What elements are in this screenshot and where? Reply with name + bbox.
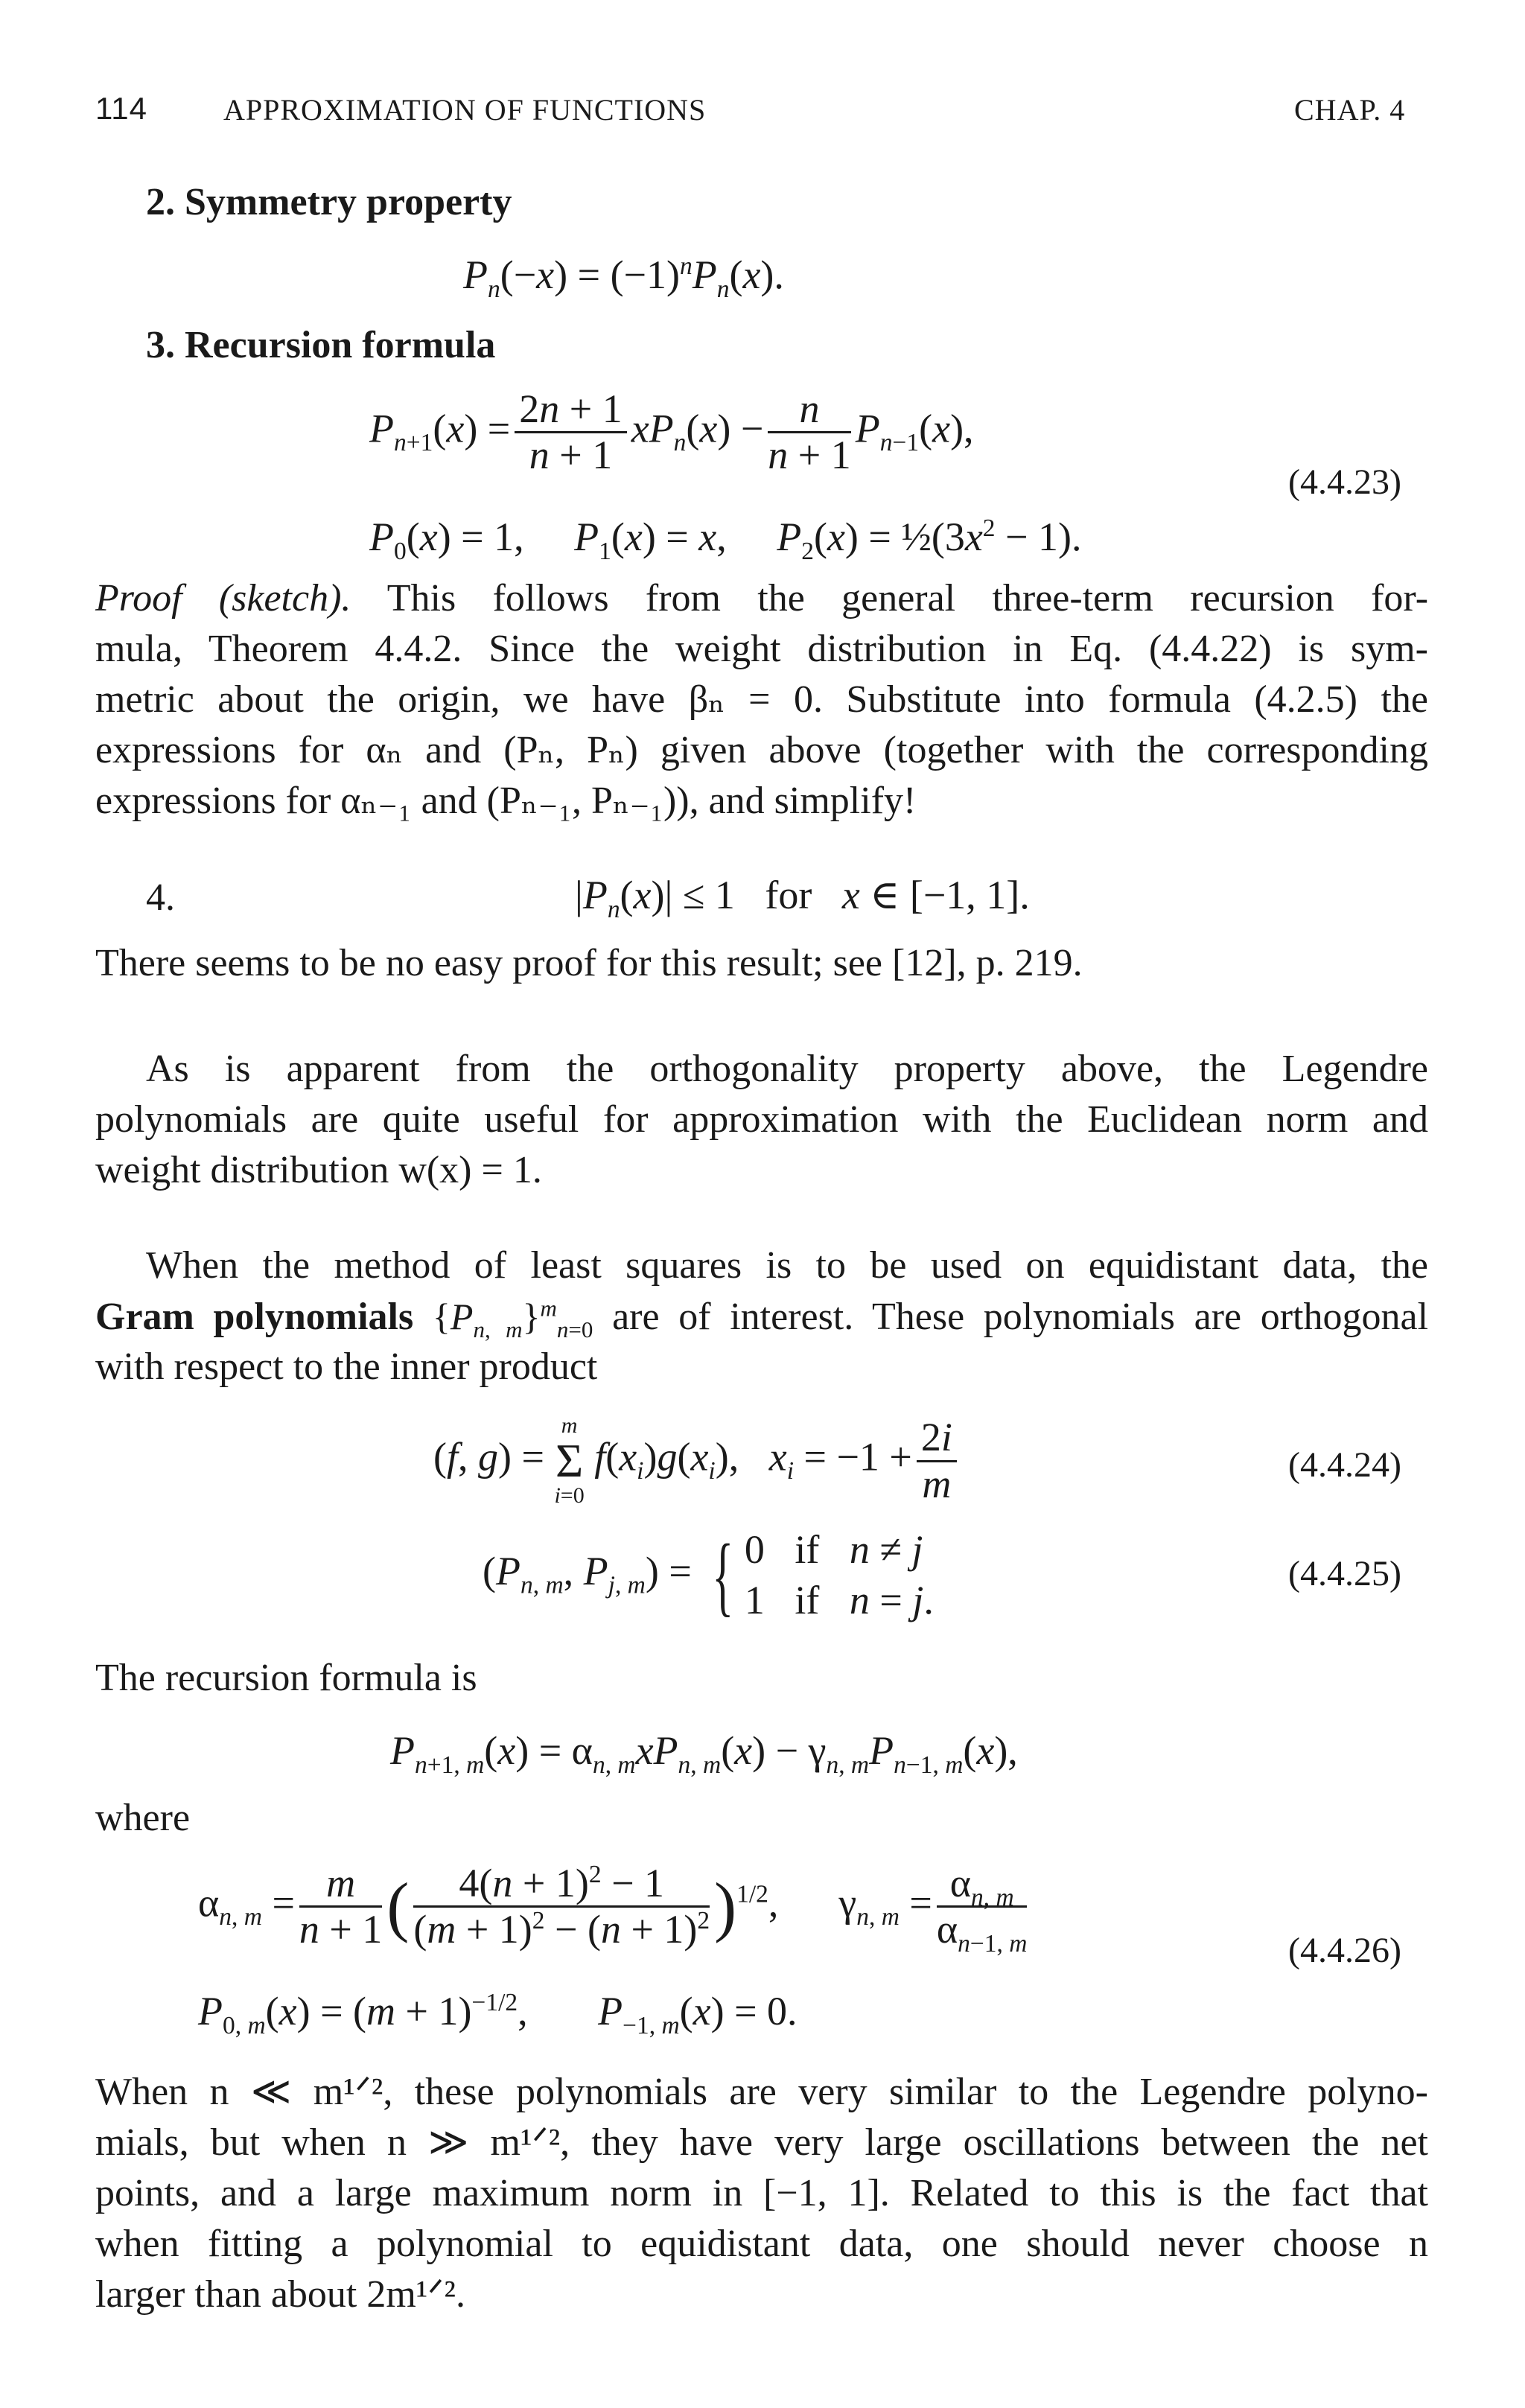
gram-coefficients-formula: $\alpha_{n, m}$ = $\frac{m}{n + 1}$ ( $\frac{4(n + 1)^2 - 1}{(m + 1)^2 - (n + 1)^2}$ )$^{1/2}$, $\gamma_{n, m}$ = $\frac{\alpha_{n, m}}{\alpha_{n-1, m}}$ xyxy=(198,1861,1028,1958)
paragraph-2-line-1: When the method of least squares is to be used on equidistant data, the xyxy=(146,1244,1428,1287)
paragraph-1-line-3: weight distribution w(x) = 1. xyxy=(95,1149,542,1191)
item4-formula: $|P_n(x)| \le 1$ for x ∈ [−1, 1]. xyxy=(575,873,1030,923)
proof-line-5: expressions for αₙ₋₁ and (Pₙ₋₁, Pₙ₋₁)), and simplify! xyxy=(95,780,917,822)
proof-line-2: mula, Theorem 4.4.2. Since the weight distribution in Eq. (4.4.22) is sym- xyxy=(95,628,1428,670)
equation-number-4-4-25: (4.4.25) xyxy=(1288,1554,1401,1593)
equation-number-4-4-23: (4.4.23) xyxy=(1288,462,1401,502)
running-title: APPROXIMATION OF FUNCTIONS xyxy=(223,93,707,127)
initial-legendre-values: $P_0(x) = 1$, $P_1(x) = x$, $P_2(x)$ = $\frac{1}{2}(3x^2 - 1)$. xyxy=(369,515,1082,565)
equation-number-4-4-24: (4.4.24) xyxy=(1288,1445,1401,1485)
paragraph-3-line-2: mials, but when n ≫ m¹ᐟ², they have very large oscillations between the net xyxy=(95,2121,1428,2164)
proof-line-1: Proof (sketch). This follows from the general three-term recursion for- xyxy=(95,577,1429,619)
proof-line-4: expressions for αₙ and (Pₙ, Pₙ) given above (together with the corresponding xyxy=(95,729,1428,771)
page-number: 114 xyxy=(95,91,147,126)
item4-number: 4. xyxy=(146,876,175,919)
recursion-formula-legendre: $P_{n+1}(x)$ = $\frac{2n + 1}{n + 1}$ $xP_n(x)$ − $\frac{n}{n + 1}$ $P_{n-1}(x)$, xyxy=(369,386,974,478)
symmetry-formula: $P_n(-x) = (-1)^nP_n(x)$. xyxy=(463,252,784,303)
where-label: where xyxy=(95,1797,191,1839)
symmetry-heading: 2. Symmetry property xyxy=(146,181,512,223)
gram-norm-formula: ($P_{n, m}$, $P_{j, m}$) = { 0 if n ≠ j 1 if n = j. xyxy=(483,1525,934,1625)
gram-recursion-formula: $P_{n+1, m}(x) = \alpha_{n, m}xP_{n, m}(x) - \gamma_{n, m}P_{n-1, m}(x)$, xyxy=(390,1728,1018,1779)
chapter-label: CHAP. 4 xyxy=(1294,93,1406,127)
equation-number-4-4-26: (4.4.26) xyxy=(1288,1931,1401,1970)
paragraph-2-line-3: with respect to the inner product xyxy=(95,1345,598,1388)
inner-product-formula: (f, g) = m Σ i=0 $f(x_i)g(x_i)$, $x_i = -1$ + $\frac{2i}{m}$ xyxy=(433,1415,961,1507)
paragraph-2-line-2: Gram polynomials $\{P_{n, m}\}^m_{n=0}$ are of interest. These polynomials are orthogonal xyxy=(95,1295,1429,1342)
paragraph-3-line-4: when fitting a polynomial to equidistant data, one should never choose n xyxy=(95,2223,1428,2265)
paragraph-1-line-1: As is apparent from the orthogonality property above, the Legendre xyxy=(146,1048,1428,1090)
paragraph-3-line-5: larger than about 2m¹ᐟ². xyxy=(95,2273,465,2316)
recursion-intro: The recursion formula is xyxy=(95,1657,477,1699)
item4-note: There seems to be no easy proof for this result; see [12], p. 219. xyxy=(95,942,1083,984)
gram-initial-values: $P_{0, m}(x) = (m + 1)^{-1/2}$, $P_{-1, m}(x) = 0$. xyxy=(198,1989,797,2039)
paragraph-1-line-2: polynomials are quite useful for approximation with the Euclidean norm and xyxy=(95,1098,1428,1141)
proof-line-3: metric about the origin, we have βₙ = 0. Substitute into formula (4.2.5) the xyxy=(95,678,1428,721)
paragraph-3-line-3: points, and a large maximum norm in [−1, 1]. Related to this is the fact that xyxy=(95,2172,1428,2214)
paragraph-3-line-1: When n ≪ m¹ᐟ², these polynomials are very similar to the Legendre polyno- xyxy=(95,2071,1428,2113)
recursion-heading: 3. Recursion formula xyxy=(146,324,496,366)
